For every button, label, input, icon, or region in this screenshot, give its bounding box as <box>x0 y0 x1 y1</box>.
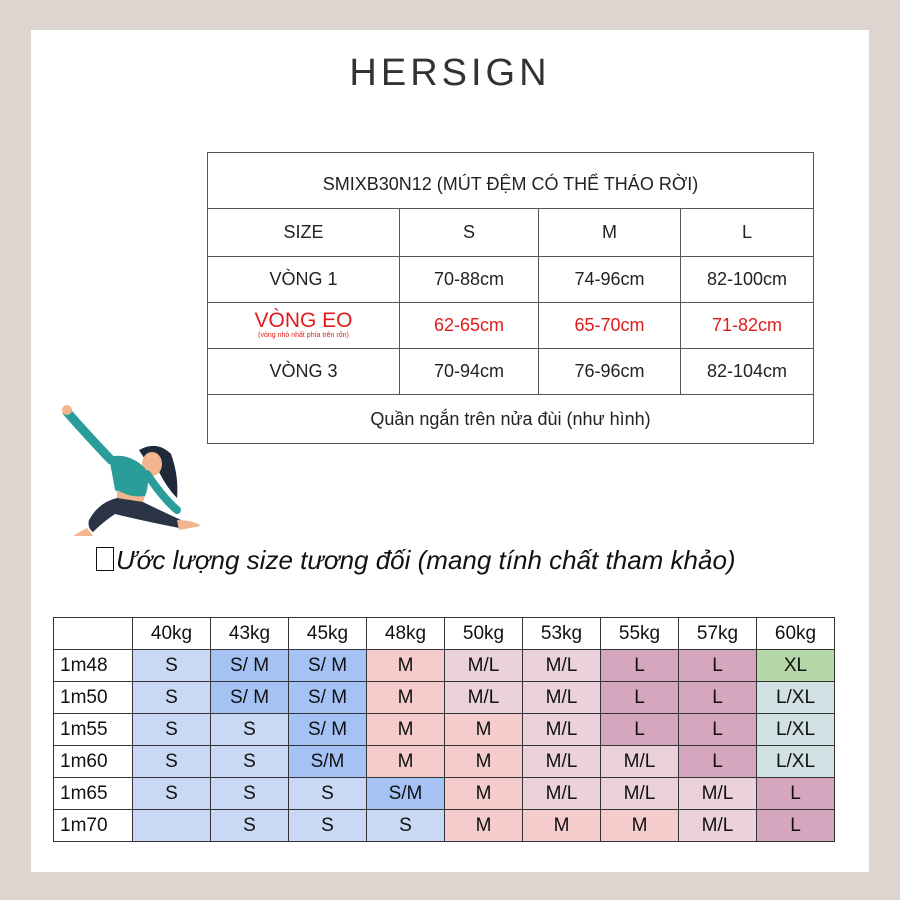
vong3-l: 82-104cm <box>681 349 814 395</box>
weight-header: 60kg <box>757 618 835 650</box>
height-label: 1m48 <box>54 650 133 682</box>
size-cell: L <box>601 714 679 746</box>
size-cell: M/L <box>523 778 601 810</box>
grid-row <box>54 810 835 842</box>
size-cell: M <box>367 746 445 778</box>
grid-row <box>54 778 835 810</box>
size-table-title: SMIXB30N12 (MÚT ĐỆM CÓ THỂ THÁO RỜI) <box>208 153 814 209</box>
size-cell: L <box>679 746 757 778</box>
size-cell: L <box>679 682 757 714</box>
height-label: 1m55 <box>54 714 133 746</box>
weight-header: 50kg <box>445 618 523 650</box>
vong1-label: VÒNG 1 <box>208 257 400 303</box>
size-cell: M/L <box>523 746 601 778</box>
vong1-row <box>208 257 814 303</box>
size-cell: L <box>757 778 835 810</box>
size-cell: L <box>601 682 679 714</box>
vong3-label: VÒNG 3 <box>208 349 400 395</box>
height-label: 1m65 <box>54 778 133 810</box>
size-header-row <box>208 209 814 257</box>
vongeo-note: (vòng nhỏ nhất phía trên rốn) <box>258 331 349 339</box>
weight-header: 45kg <box>289 618 367 650</box>
size-cell: S/ M <box>289 650 367 682</box>
vongeo-s: 62-65cm <box>400 303 539 349</box>
size-header-label: SIZE <box>208 209 400 257</box>
grid-corner <box>54 618 133 650</box>
size-cell: M/L <box>679 778 757 810</box>
size-cell: M/L <box>679 810 757 842</box>
size-cell: L <box>679 714 757 746</box>
grid-header-row <box>54 618 835 650</box>
size-cell: M <box>367 682 445 714</box>
size-cell: M/L <box>445 650 523 682</box>
vongeo-label-cell <box>208 303 400 349</box>
size-cell: S/ M <box>289 682 367 714</box>
size-table-footer: Quần ngắn trên nửa đùi (như hình) <box>208 395 814 444</box>
size-cell: L <box>601 650 679 682</box>
size-cell: L/XL <box>757 714 835 746</box>
size-cell: M/L <box>601 746 679 778</box>
brand-logo: HERSIGN <box>349 52 551 94</box>
size-header-l: L <box>681 209 814 257</box>
size-cell: M <box>367 714 445 746</box>
size-cell: XL <box>757 650 835 682</box>
weight-header: 55kg <box>601 618 679 650</box>
size-cell: L/XL <box>757 682 835 714</box>
vong3-s: 70-94cm <box>400 349 539 395</box>
size-cell: L/XL <box>757 746 835 778</box>
size-table <box>207 152 814 444</box>
size-cell: S <box>289 810 367 842</box>
vongeo-label: VÒNG EO <box>254 308 353 332</box>
size-cell: S <box>289 778 367 810</box>
product-card <box>31 30 869 872</box>
size-cell: M <box>601 810 679 842</box>
vongeo-l: 71-82cm <box>681 303 814 349</box>
size-cell: M <box>523 810 601 842</box>
grid-row <box>54 682 835 714</box>
size-cell: M <box>445 714 523 746</box>
size-cell: M <box>445 778 523 810</box>
size-estimate-grid <box>53 617 835 842</box>
vong1-m: 74-96cm <box>539 257 681 303</box>
size-cell: S <box>133 650 211 682</box>
size-cell: S <box>211 810 289 842</box>
size-cell: M <box>367 650 445 682</box>
vong1-s: 70-88cm <box>400 257 539 303</box>
size-cell: M <box>445 746 523 778</box>
size-cell: M/L <box>445 682 523 714</box>
size-cell: S/M <box>289 746 367 778</box>
size-cell: S <box>133 682 211 714</box>
size-cell: M <box>445 810 523 842</box>
size-cell: S/M <box>367 778 445 810</box>
height-label: 1m60 <box>54 746 133 778</box>
vongeo-m: 65-70cm <box>539 303 681 349</box>
size-cell: S <box>367 810 445 842</box>
grid-row <box>54 714 835 746</box>
size-cell: S <box>211 746 289 778</box>
yoga-woman-illustration <box>59 402 209 537</box>
weight-header: 48kg <box>367 618 445 650</box>
size-cell: S <box>211 778 289 810</box>
size-cell: L <box>757 810 835 842</box>
size-cell: S <box>133 714 211 746</box>
height-label: 1m70 <box>54 810 133 842</box>
estimate-title-text: Ước lượng size tương đối (mang tính chất tham khảo) <box>116 545 736 575</box>
vongeo-row <box>208 303 814 349</box>
estimate-title <box>96 545 736 576</box>
size-cell: S/ M <box>211 682 289 714</box>
vong3-row <box>208 349 814 395</box>
grid-row <box>54 650 835 682</box>
size-cell: S/ M <box>289 714 367 746</box>
checkbox-glyph-icon <box>96 547 114 571</box>
grid-row <box>54 746 835 778</box>
size-cell: S <box>133 778 211 810</box>
vong3-m: 76-96cm <box>539 349 681 395</box>
size-cell: L <box>679 650 757 682</box>
size-cell: M/L <box>523 714 601 746</box>
size-cell: S <box>211 714 289 746</box>
size-header-s: S <box>400 209 539 257</box>
height-label: 1m50 <box>54 682 133 714</box>
size-cell <box>133 810 211 842</box>
size-cell: M/L <box>601 778 679 810</box>
weight-header: 40kg <box>133 618 211 650</box>
size-cell: M/L <box>523 650 601 682</box>
size-cell: S <box>133 746 211 778</box>
size-cell: M/L <box>523 682 601 714</box>
weight-header: 43kg <box>211 618 289 650</box>
vong1-l: 82-100cm <box>681 257 814 303</box>
weight-header: 53kg <box>523 618 601 650</box>
size-header-m: M <box>539 209 681 257</box>
size-cell: S/ M <box>211 650 289 682</box>
weight-header: 57kg <box>679 618 757 650</box>
